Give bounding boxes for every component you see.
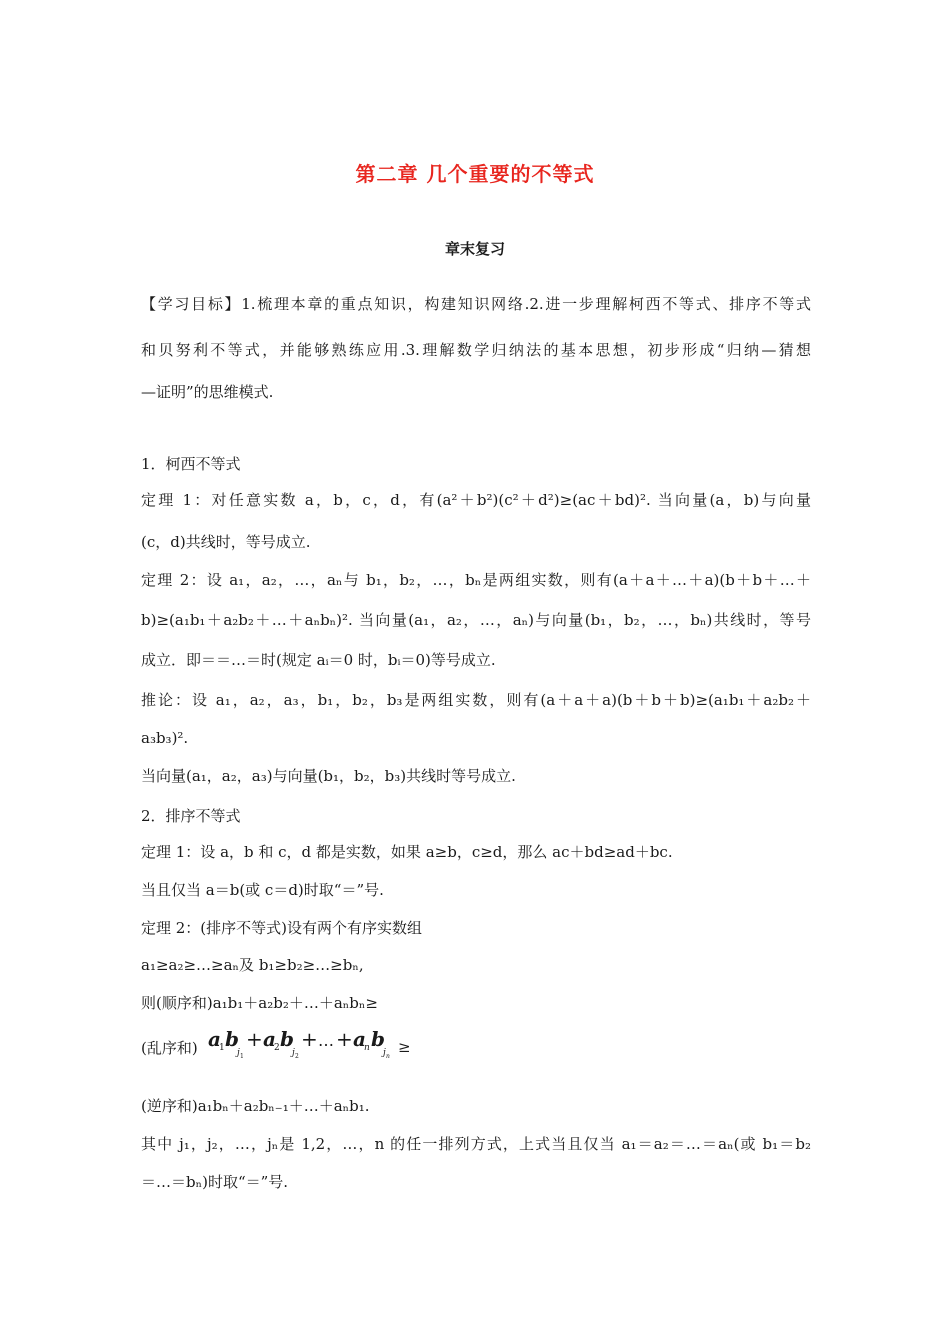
svg-text:+: + [246, 1027, 263, 1051]
svg-text:j: j [383, 1048, 386, 1058]
cauchy-corollary-line-1: 推论：设 a₁，a₂，a₃，b₁，b₂，b₃是两组实数，则有(a＋a＋a)(b＋b＋b)≥(a₁b₁＋a₂b₂＋ [141, 691, 811, 709]
rearrangement-note-line-1: 其中 j₁，j₂，…，jₙ是 1,2，…，n 的任一排列方式，上式当且仅当 a₁＝a₂＝…＝aₙ(或 b₁＝b₂ [141, 1135, 811, 1153]
svg-text:+: + [301, 1027, 318, 1051]
svg-text:≥: ≥ [398, 1038, 411, 1056]
svg-text:n: n [364, 1043, 370, 1053]
objectives-line-1 [141, 294, 811, 314]
section-subtitle: 章末复习 [444, 240, 505, 258]
section1-heading: 1．柯西不等式 [141, 455, 241, 473]
objectives-label: 【学习目标】 [141, 295, 242, 313]
cauchy-theorem2-line-3: 成立．即＝＝…＝时(规定 aᵢ＝0 时，bᵢ＝0)等号成立. [141, 651, 496, 669]
svg-text:…: … [318, 1031, 334, 1050]
svg-text:+: + [336, 1027, 353, 1051]
sum-random-formula [208, 1022, 418, 1062]
svg-text:j: j [292, 1048, 295, 1058]
cauchy-theorem2-line-2: b)≥(a₁b₁＋a₂b₂＋…＋aₙbₙ)². 当向量(a₁，a₂，…，aₙ)与向量(b₁，b₂，…，bₙ)共线时，等号 [141, 611, 811, 629]
cauchy-corollary-line-2: a₃b₃)². [141, 729, 189, 747]
svg-text:a: a [263, 1027, 276, 1051]
sum-reverse-line: (逆序和)a₁bₙ＋a₂bₙ₋₁＋…＋aₙb₁. [141, 1097, 370, 1115]
svg-text:b: b [280, 1027, 294, 1051]
svg-text:1: 1 [219, 1043, 225, 1053]
objectives-line-3: —证明”的思维模式. [141, 383, 274, 401]
rearrangement-note-line-2: ＝…＝bₙ)时取“＝”号. [141, 1173, 289, 1191]
section2-heading: 2．排序不等式 [141, 807, 241, 825]
sum-random-label: (乱序和) [141, 1039, 198, 1057]
svg-text:b: b [225, 1027, 239, 1051]
svg-text:n: n [386, 1053, 390, 1060]
cauchy-corollary-line-3: 当向量(a₁，a₂，a₃)与向量(b₁，b₂，b₃)共线时等号成立. [141, 767, 516, 785]
rearrangement-theorem2-line-1: 定理 2：(排序不等式)设有两个有序实数组 [141, 919, 423, 937]
objectives-text-1: 1.梳理本章的重点知识，构建知识网络.2.进一步理解柯西不等式、排序不等式 [241, 295, 811, 313]
svg-text:a: a [208, 1027, 221, 1051]
rearrangement-theorem2-line-2: a₁≥a₂≥…≥aₙ及 b₁≥b₂≥…≥bₙ, [141, 956, 364, 974]
svg-text:1: 1 [240, 1053, 244, 1060]
svg-text:2: 2 [295, 1053, 299, 1060]
svg-text:2: 2 [274, 1043, 280, 1053]
svg-text:b: b [371, 1027, 385, 1051]
sum-forward-line: 则(顺序和)a₁b₁＋a₂b₂＋…＋aₙbₙ≥ [141, 994, 378, 1012]
chapter-title: 第二章 几个重要的不等式 [355, 162, 595, 186]
cauchy-theorem1-line-2: (c，d)共线时，等号成立. [141, 533, 311, 551]
cauchy-theorem1-line-1: 定理 1：对任意实数 a，b，c，d，有(a²＋b²)(c²＋d²)≥(ac＋bd)². 当向量(a，b)与向量 [141, 491, 811, 509]
cauchy-theorem2-line-1: 定理 2：设 a₁，a₂，…，aₙ与 b₁，b₂，…，bₙ是两组实数，则有(a＋a＋…＋a)(b＋b＋…＋ [141, 571, 811, 589]
objectives-line-2: 和贝努利不等式，并能够熟练应用.3.理解数学归纳法的基本思想，初步形成“归纳—猜想 [141, 341, 811, 359]
svg-text:a: a [353, 1027, 366, 1051]
svg-text:j: j [237, 1048, 240, 1058]
rearrangement-theorem1-line-2: 当且仅当 a＝b(或 c＝d)时取“＝”号. [141, 881, 384, 899]
rearrangement-theorem1-line-1: 定理 1：设 a，b 和 c，d 都是实数，如果 a≥b，c≥d，那么 ac＋bd≥ad＋bc. [141, 843, 673, 861]
